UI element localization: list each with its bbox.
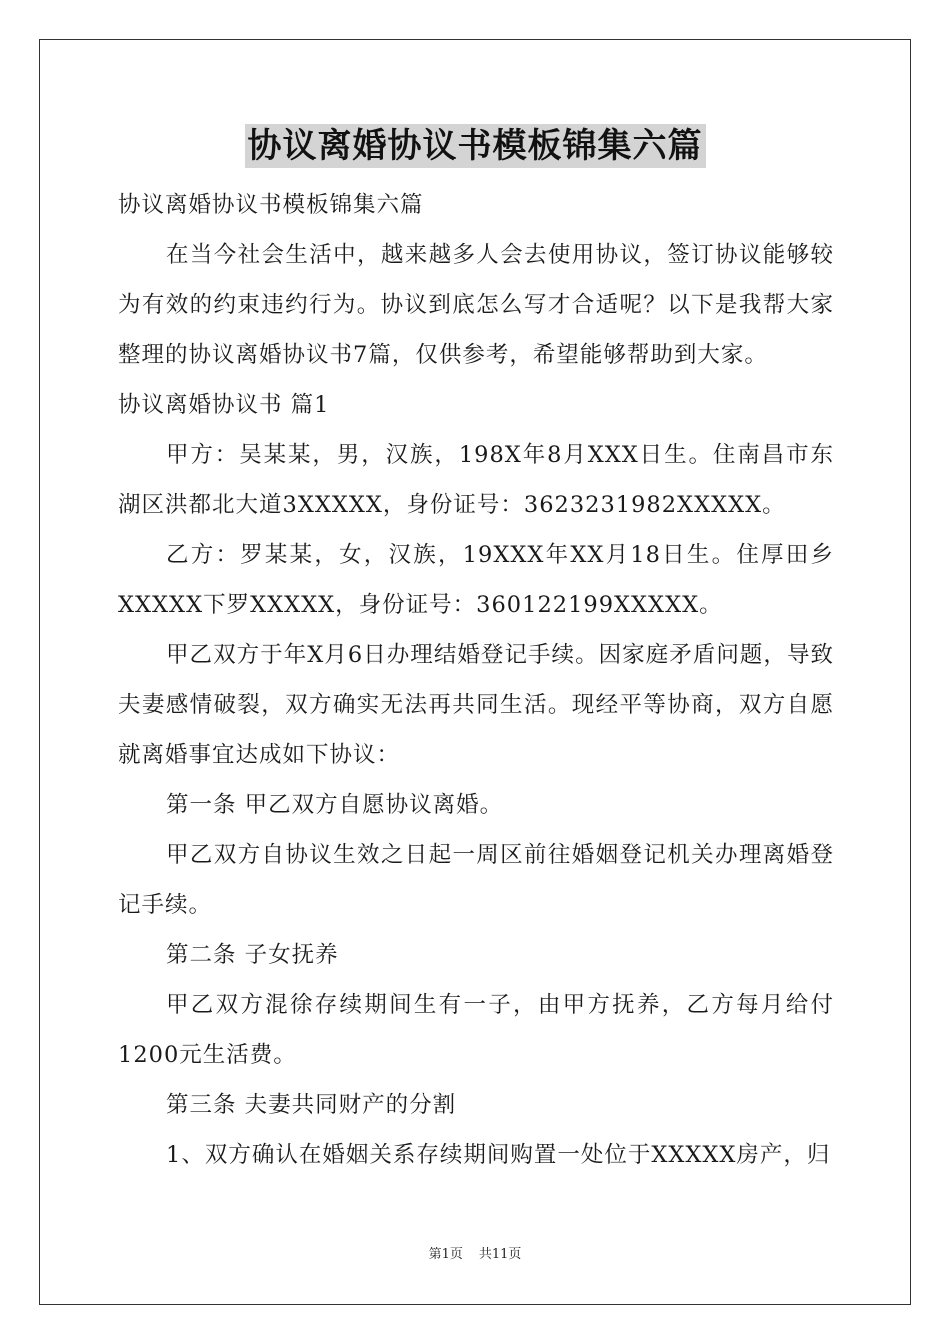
article-2-body: 甲乙双方混徐存续期间生有一子，由甲方抚养，乙方每月给付1200元生活费。 bbox=[118, 992, 834, 1068]
page-footer bbox=[0, 1246, 950, 1264]
background-paragraph: 甲乙双方于年X月6日办理结婚登记手续。因家庭矛盾问题，导致夫妻感情破裂，双方确实无法再共同生活。现经平等协商，双方自愿就离婚事宜达成如下协议： bbox=[118, 642, 834, 768]
article-3-body: 1、双方确认在婚姻关系存续期间购置一处位于XXXXX房产，归 bbox=[166, 1142, 831, 1168]
page-number: 第1页 bbox=[428, 1247, 463, 1262]
article-3-heading: 第三条 夫妻共同财产的分割 bbox=[166, 1092, 457, 1118]
page-total: 共11页 bbox=[478, 1247, 522, 1262]
intro-paragraph: 在当今社会生活中，越来越多人会去使用协议，签订协议能够较为有效的约束违约行为。协议到底怎么写才合适呢？以下是我帮大家整理的协议离婚协议书7篇，仅供参考，希望能够帮助到大家。 bbox=[118, 242, 834, 368]
article-2-heading: 第二条 子女抚养 bbox=[166, 942, 339, 968]
party-a-paragraph: 甲方：吴某某，男，汉族，198X年8月XXX日生。住南昌市东湖区洪都北大道3XXXXX，身份证号：3623231982XXXXX。 bbox=[118, 442, 834, 518]
section-heading: 协议离婚协议书 篇1 bbox=[118, 392, 330, 418]
article-1-body: 甲乙双方自协议生效之日起一周区前往婚姻登记机关办理离婚登记手续。 bbox=[118, 842, 834, 918]
article-1-heading: 第一条 甲乙双方自愿协议离婚。 bbox=[166, 792, 504, 818]
subtitle-paragraph: 协议离婚协议书模板锦集六篇 bbox=[118, 192, 424, 218]
party-b-paragraph: 乙方：罗某某，女，汉族，19XXX年XX月18日生。住厚田乡XXXXX下罗XXXXX，身份证号：360122199XXXXX。 bbox=[118, 542, 834, 618]
document-title: 协议离婚协议书模板锦集六篇 bbox=[245, 124, 706, 168]
title-container bbox=[0, 124, 950, 168]
document-body bbox=[118, 180, 834, 1180]
